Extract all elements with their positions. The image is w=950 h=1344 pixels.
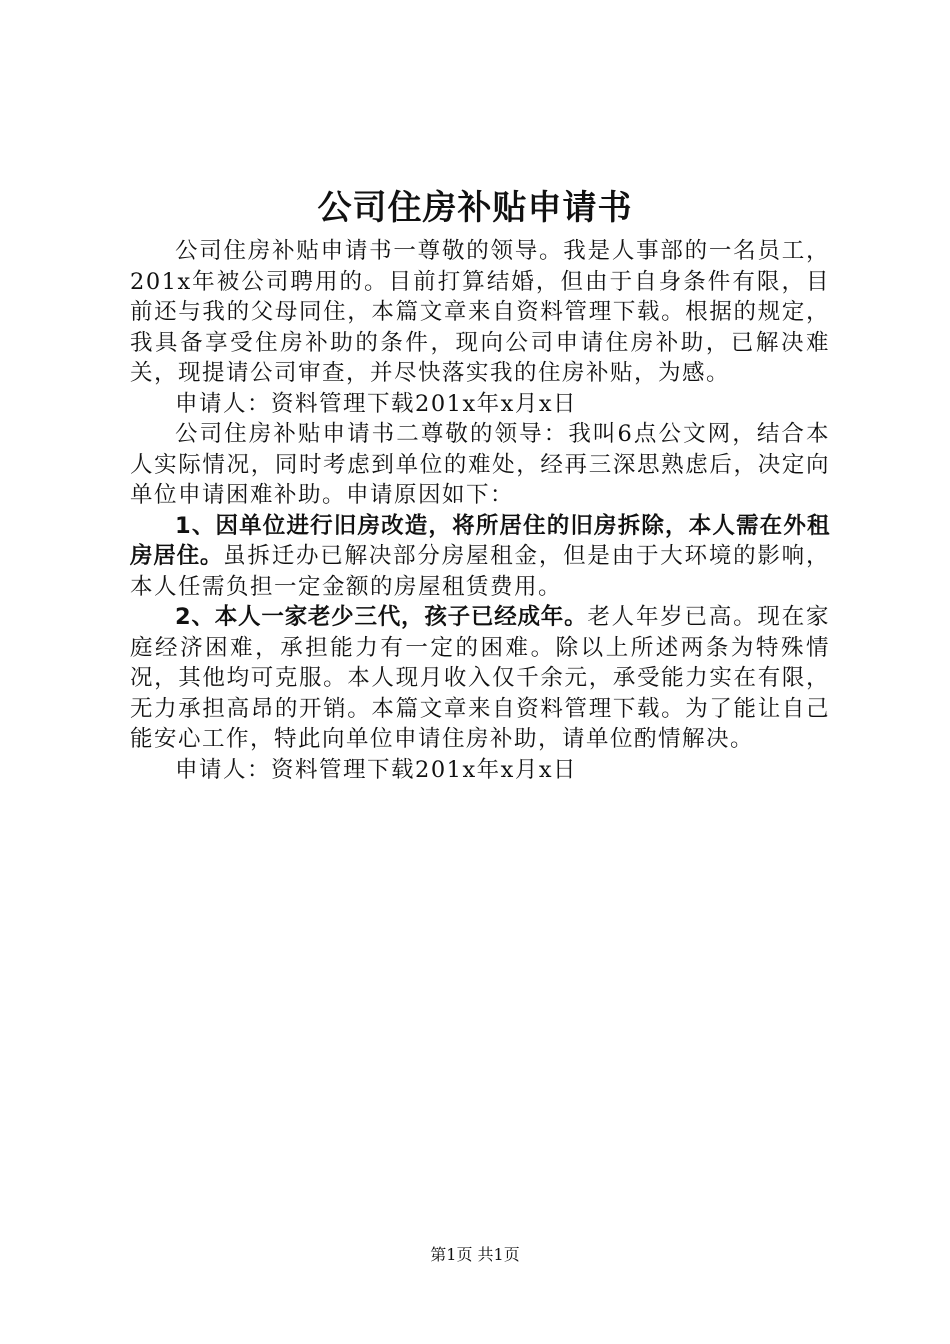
reason-1-detail: 虽拆迁办已解决部分房屋租金，但是由于大环境的影响，本人任需负担一定金额的房屋租赁费用。 (130, 543, 830, 600)
signature-line-1: 申请人：资料管理下载201x年x月x日 (175, 390, 578, 417)
paragraph-intro: 公司住房补贴申请书一尊敬的领导。我是人事部的一名员工，201x年被公司聘用的。目前打算结婚，但由于自身条件有限，目前还与我的父母同住，本篇文章来自资料管理下载。根据的规定，我具备享受住房补助的条件，现向公司申请住房补助，已解决难关，现提请公司审查，并尽快落实我的住房补贴，为感。 (130, 238, 830, 386)
paragraph-second-letter: 公司住房补贴申请书二尊敬的领导：我叫6点公文网，结合本人实际情况，同时考虑到单位的难处，经再三深思熟虑后，决定向单位申请困难补助。申请原因如下： (130, 421, 830, 508)
reason-2-heading: 2、本人一家老少三代，孩子已经成年。 (175, 604, 588, 630)
reason-1-heading: 1、因单位进行旧房改造，将所居住的旧房拆除，本人需在外租房居住。 (130, 512, 830, 569)
paragraph-reason-2 (130, 602, 830, 755)
document-body (130, 236, 830, 785)
paragraph-reason-1 (130, 511, 830, 603)
document-title: 公司住房补贴申请书 (317, 188, 633, 228)
page-footer: 第1页 共1页 (430, 1245, 520, 1264)
reason-2-detail: 老人年岁已高。现在家庭经济困难，承担能力有一定的困难。除以上所述两条为特殊情况，其他均可克服。本人现月收入仅千余元，承受能力实在有限，无力承担高昂的开销。本篇文章来自资料管理下载。为了能让自己能安心工作，特此向单位申请住房补助，请单位酌情解决。 (130, 604, 830, 752)
signature-line-2: 申请人：资料管理下载201x年x月x日 (175, 756, 578, 783)
